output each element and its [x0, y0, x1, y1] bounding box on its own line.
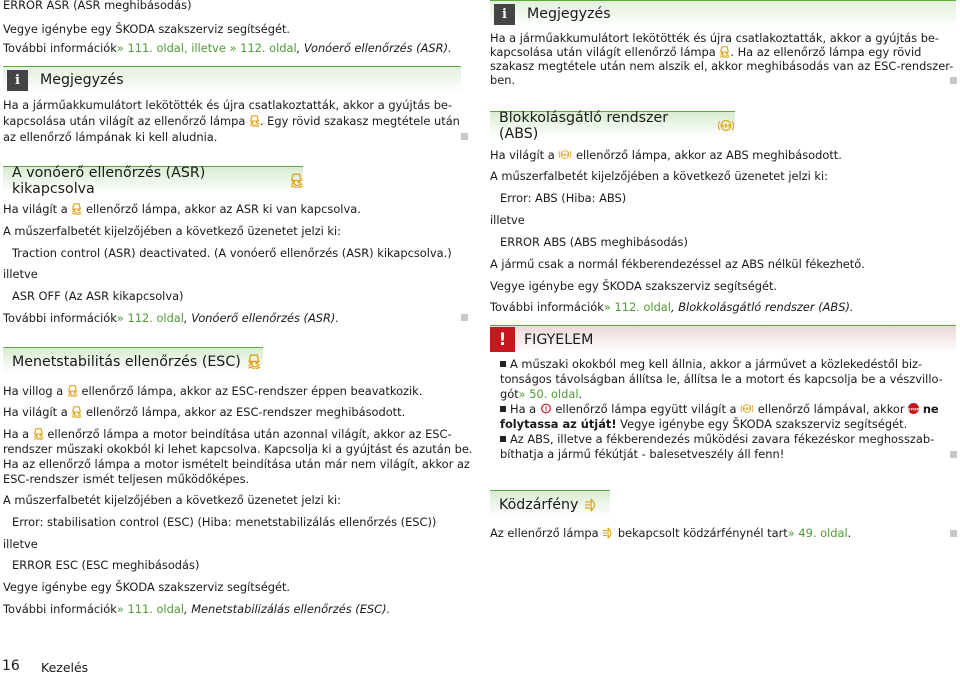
info-icon: i	[494, 4, 515, 25]
abs-line: A jármű csak a normál fékberendezéssel az ABS nélkül fékezhető.	[490, 257, 865, 271]
more-info-line: További információk» 112. oldal, Vonóerő ellenőrzés (ASR).	[3, 311, 339, 325]
warning-icon: !	[490, 327, 515, 352]
warning-item: Az ABS, illetve a fékberendezés működési zavara fékezéskor meghosszab-	[500, 432, 934, 448]
note-line: ben.	[490, 73, 516, 87]
abs-line: A műszerfalbetét kijelzőjében a következő üzenetet jelzi ki:	[490, 169, 829, 183]
abs-section-header	[490, 109, 735, 142]
note-line: Ha a járműakkumulátort lekötötték és újra csatlakoztatták, akkor a gyújtás be-	[3, 98, 453, 112]
display-message: Traction control (ASR) deactivated. (A vonóerő ellenőrzés (ASR) kikapcsolva.)	[12, 246, 452, 260]
note-line: Ha a járműakkumulátort lekötötték és újra csatlakoztatták, akkor a gyújtás be-	[490, 31, 940, 45]
asr-lamp-icon	[71, 203, 82, 215]
esc-section-header	[3, 347, 263, 375]
stop-icon	[908, 403, 919, 414]
esc-lamp-icon	[719, 46, 730, 58]
note-header-right	[490, 0, 956, 27]
esc-lamp-icon	[67, 385, 78, 397]
abs-lamp-icon	[558, 149, 572, 160]
warning-item: bíthatja a jármű fékútját - balesetveszély áll fenn!	[500, 447, 785, 461]
abs-lamp-icon	[740, 403, 754, 414]
more-info-line	[3, 41, 452, 57]
or-text: illetve	[490, 213, 525, 227]
section-title: Blokkolásgátló rendszer (ABS)	[499, 109, 669, 142]
warning-item: tonságos távolságban állítsa le, állítsa le a motort és kapcsolja be a vészvillo-	[500, 372, 943, 386]
display-message: ASR OFF (Az ASR kikapcsolva)	[12, 289, 184, 303]
esc-warning-lamp-icon	[249, 115, 260, 127]
service-line: Vegye igénybe egy ŠKODA szakszerviz segítségét.	[490, 279, 778, 293]
footer-section-label: Kezelés	[41, 660, 89, 675]
section-end-marker	[461, 133, 468, 140]
note-line: kapcsolása után világít ellenőrző lámpa . Ha az ellenőrző lámpa egy rövid	[490, 45, 922, 59]
or-text: illetve	[3, 267, 38, 281]
rear-fog-lamp-icon	[584, 498, 598, 512]
more-info-line: További információk» 112. oldal, Blokkolásgátló rendszer (ABS).	[490, 300, 854, 314]
warning-header	[490, 325, 956, 353]
note-line: az ellenőrző lámpának ki kell aludnia.	[3, 130, 218, 144]
note-line: kapcsolása után világít az ellenőrző lámpa . Egy rövid szakasz megtétele után	[3, 114, 460, 128]
display-message: ERROR ABS (ABS meghibásodás)	[500, 235, 688, 249]
esc-lamp-icon	[247, 354, 261, 369]
note-title: Megjegyzés	[527, 6, 611, 22]
section-end-marker	[950, 530, 957, 537]
more-info-line: További információk» 111. oldal, Menetstabilizálás ellenőrzés (ESC).	[3, 602, 391, 616]
esc-line: ESC-rendszer ismét teljesen működőképes.	[3, 472, 250, 486]
esc-line: Ha villog a ellenőrző lámpa, akkor az ESC-rendszer éppen beavatkozik.	[3, 384, 423, 398]
page-reference-link[interactable]: » 50. oldal	[518, 387, 579, 401]
esc-lamp-icon	[33, 428, 44, 440]
section-title: A vonóerő ellenőrzés (ASR) kikapcsolva	[12, 164, 206, 197]
esc-line: Ha az ellenőrző lámpa a motor ismételt beindítása után már nem világít, akkor az	[3, 457, 470, 471]
section-end-marker	[461, 314, 468, 321]
warning-item: A műszaki okokból meg kell állnia, akkor a járművet a közlekedéstől biz-	[500, 357, 922, 373]
abs-red-lamp-icon	[540, 403, 552, 414]
warning-item: Ha a ! ellenőrző lámpa együtt világít a ellenőrző lámpával, akkor STOP ne	[500, 402, 939, 418]
rear-fog-lamp-icon	[602, 527, 614, 539]
esc-line: Ha világít a ellenőrző lámpa, akkor az ESC-rendszer meghibásodott.	[3, 405, 406, 419]
warning-item: folytassa az útját! Vegye igénybe egy ŠKODA szakszerviz segítségét.	[500, 417, 908, 431]
more-info-label: További információk	[3, 41, 117, 55]
esc-line: Ha a ellenőrző lámpa a motor beindítása után azonnal világít, akkor az ESC-	[3, 427, 452, 441]
display-message: ERROR ESC (ESC meghibásodás)	[12, 558, 200, 572]
bullet-icon	[500, 406, 506, 412]
display-message: Error: stabilisation control (ESC) (Hiba: menetstabilizálás ellenőrzés (ESC))	[12, 515, 437, 529]
page-reference-link[interactable]: » 111. oldal, illetve » 112. oldal	[116, 41, 297, 55]
esc-line: A műszerfalbetét kijelzőjében a következő üzenetet jelzi ki:	[3, 493, 342, 507]
display-message: Error: ABS (Hiba: ABS)	[500, 191, 627, 205]
error-asr-heading: ERROR ASR (ASR meghibásodás)	[3, 0, 192, 12]
abs-line: Ha világít a ellenőrző lámpa, akkor az ABS meghibásodott.	[490, 148, 842, 162]
section-end-marker	[950, 451, 957, 458]
section-end-marker	[950, 77, 957, 84]
more-info-topic: , Vonóerő ellenőrzés (ASR).	[296, 41, 452, 55]
service-line: Vegye igénybe egy ŠKODA szakszerviz segítségét.	[3, 580, 291, 594]
abs-lamp-icon	[717, 119, 735, 132]
service-line: Vegye igénybe egy ŠKODA szakszerviz segítségét.	[3, 22, 291, 36]
or-text: illetve	[3, 537, 38, 551]
esc-line: rendszer műszaki okokból ki lehet kapcsolva. Kapcsolja ki a gyújtást és azután be.	[3, 442, 473, 456]
note-header-left	[3, 66, 461, 93]
asr-section-header	[3, 164, 303, 197]
page-reference-link[interactable]: » 111. oldal	[116, 602, 184, 616]
page-reference-link[interactable]: » 112. oldal	[603, 300, 671, 314]
section-title: Ködzárfény	[499, 496, 579, 513]
asr-line: A műszerfalbetét kijelzőjében a következő üzenetet jelzi ki:	[3, 224, 342, 238]
bullet-icon	[500, 436, 506, 442]
page-reference-link[interactable]: » 112. oldal	[116, 311, 184, 325]
page-number: 16	[2, 658, 20, 674]
fog-line: Az ellenőrző lámpa bekapcsolt ködzárfénynél tart» 49. oldal.	[490, 526, 852, 540]
info-icon: i	[7, 70, 28, 91]
page-reference-link[interactable]: » 49. oldal	[787, 526, 848, 540]
esc-lamp-icon	[71, 406, 82, 418]
warning-title: FIGYELEM	[524, 331, 594, 348]
note-line: szakasz megtétele után nem alszik el, akkor meghibásodás van az ESC-rendszer-	[490, 59, 954, 73]
warning-item: gót» 50. oldal.	[500, 387, 583, 401]
fog-section-header	[490, 490, 610, 518]
note-title: Megjegyzés	[40, 72, 124, 88]
section-title: Menetstabilitás ellenőrzés (ESC)	[12, 353, 241, 370]
svg-text:STOP: STOP	[908, 406, 920, 412]
bullet-icon	[500, 361, 506, 367]
asr-lamp-icon	[290, 173, 303, 188]
svg-text:!: !	[544, 405, 548, 413]
asr-line: Ha világít a ellenőrző lámpa, akkor az ASR ki van kapcsolva.	[3, 202, 361, 216]
